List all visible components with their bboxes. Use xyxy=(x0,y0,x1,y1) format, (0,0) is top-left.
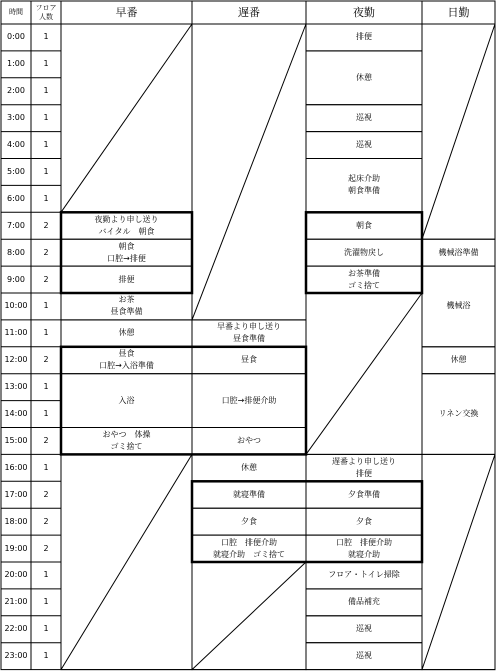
time-cell xyxy=(1,78,31,105)
staff-count: 1 xyxy=(43,570,49,580)
task-text: 口腔→排便 xyxy=(107,253,146,263)
staff-count-cell xyxy=(31,401,61,428)
time-label: 5:00 xyxy=(7,166,25,176)
task-night xyxy=(306,454,422,481)
task-early xyxy=(61,347,192,374)
header-early xyxy=(61,1,192,24)
time-cell xyxy=(1,159,31,186)
task-text: 就寝準備 xyxy=(233,489,265,499)
staff-count: 2 xyxy=(43,247,49,257)
off-duty-diagonal xyxy=(422,454,495,669)
staff-count: 1 xyxy=(43,328,49,338)
staff-count: 1 xyxy=(43,140,49,150)
task-text: ゴミ捨て xyxy=(110,441,143,451)
time-label: 0:00 xyxy=(7,32,25,42)
task-night xyxy=(306,562,422,589)
task-text: 夕食 xyxy=(241,516,257,526)
header-floor-staff xyxy=(31,1,61,24)
time-cell xyxy=(1,105,31,132)
task-text: 昼食 xyxy=(241,355,257,365)
task-day xyxy=(422,374,495,455)
task-day xyxy=(422,239,495,266)
task-text: 休憩 xyxy=(241,462,257,472)
staff-count-cell xyxy=(31,51,61,78)
staff-count-cell xyxy=(31,212,61,239)
staff-count-cell xyxy=(31,320,61,347)
task-early xyxy=(61,266,192,293)
header-day xyxy=(422,1,495,24)
task-night xyxy=(306,616,422,643)
task-text: 朝食 xyxy=(356,220,372,230)
header-floor-staff-line: 人数 xyxy=(39,12,53,21)
header-early-label: 早番 xyxy=(115,5,138,19)
time-cell xyxy=(1,535,31,562)
time-cell xyxy=(1,51,31,78)
task-text: フロア・トイレ掃除 xyxy=(328,570,400,580)
time-label: 18:00 xyxy=(4,516,28,526)
task-text: バイタル 朝食 xyxy=(98,226,155,236)
header-night-label: 夜勤 xyxy=(353,5,375,19)
task-early xyxy=(61,428,192,455)
off-duty-diagonal xyxy=(61,24,192,212)
time-label: 11:00 xyxy=(4,328,28,338)
task-text: 早番より申し送り xyxy=(217,322,281,332)
time-label: 10:00 xyxy=(4,301,28,311)
off-duty-diagonal xyxy=(306,293,422,454)
task-text: 昼食準備 xyxy=(110,307,143,317)
staff-count-cell xyxy=(31,616,61,643)
task-text: 休憩 xyxy=(118,328,135,338)
staff-count: 2 xyxy=(43,355,49,365)
off-duty-diagonal xyxy=(61,454,192,669)
off-duty-diagonal xyxy=(192,24,306,320)
time-label: 1:00 xyxy=(7,59,25,69)
staff-count: 2 xyxy=(43,489,49,499)
staff-count-cell xyxy=(31,428,61,455)
time-cell xyxy=(1,508,31,535)
time-label: 8:00 xyxy=(7,247,25,257)
time-label: 23:00 xyxy=(4,651,28,661)
task-early xyxy=(61,320,192,347)
task-early xyxy=(61,293,192,320)
task-text: 機械浴 xyxy=(446,301,471,311)
staff-count-cell xyxy=(31,374,61,401)
staff-count-cell xyxy=(31,185,61,212)
task-late xyxy=(192,347,306,374)
staff-count: 1 xyxy=(43,301,49,311)
time-cell xyxy=(1,401,31,428)
task-day xyxy=(422,347,495,374)
header-time xyxy=(1,1,31,24)
task-late xyxy=(192,374,306,428)
task-text: 排便 xyxy=(356,32,372,42)
header-day-label: 日勤 xyxy=(447,5,470,19)
task-text: 巡視 xyxy=(356,651,372,661)
time-label: 15:00 xyxy=(4,435,28,445)
time-label: 7:00 xyxy=(7,220,25,230)
staff-count-cell xyxy=(31,589,61,616)
time-cell xyxy=(1,347,31,374)
task-text: 就寝介助 ゴミ捨て xyxy=(213,549,285,559)
task-night xyxy=(306,589,422,616)
task-text: 夕食 xyxy=(356,516,372,526)
header-late-label: 遅番 xyxy=(238,5,260,19)
task-night xyxy=(306,481,422,508)
task-text: お茶 xyxy=(118,295,135,305)
time-label: 13:00 xyxy=(4,382,28,392)
staff-count-cell xyxy=(31,562,61,589)
header-night xyxy=(306,1,422,24)
staff-count: 1 xyxy=(43,166,49,176)
task-day xyxy=(422,266,495,347)
task-text: 口腔→排便介助 xyxy=(221,395,277,405)
task-late xyxy=(192,481,306,508)
staff-count-cell xyxy=(31,239,61,266)
task-text: 機械浴準備 xyxy=(438,247,479,257)
off-duty-diagonal xyxy=(422,24,495,239)
task-night xyxy=(306,643,422,670)
time-cell xyxy=(1,293,31,320)
time-label: 6:00 xyxy=(7,193,25,203)
time-label: 12:00 xyxy=(4,355,28,365)
task-late xyxy=(192,508,306,535)
time-cell xyxy=(1,616,31,643)
staff-count: 1 xyxy=(43,59,49,69)
time-label: 19:00 xyxy=(4,543,28,553)
task-text: 巡視 xyxy=(356,113,372,123)
task-text: 排便 xyxy=(356,468,372,478)
task-text: 口腔→入浴準備 xyxy=(99,361,154,371)
time-label: 20:00 xyxy=(4,570,28,580)
staff-count-cell xyxy=(31,481,61,508)
task-text: おやつ 体操 xyxy=(102,429,151,439)
staff-count: 2 xyxy=(43,543,49,553)
staff-count-cell xyxy=(31,508,61,535)
time-cell xyxy=(1,454,31,481)
task-late xyxy=(192,320,306,347)
time-cell xyxy=(1,212,31,239)
time-label: 22:00 xyxy=(4,624,28,634)
task-night xyxy=(306,535,422,562)
task-text: 巡視 xyxy=(356,140,372,150)
task-early xyxy=(61,212,192,239)
staff-count: 2 xyxy=(43,516,49,526)
time-cell xyxy=(1,132,31,159)
off-duty-diagonal xyxy=(192,562,306,670)
task-text: お茶準備 xyxy=(348,268,380,278)
staff-count: 2 xyxy=(43,220,49,230)
time-label: 4:00 xyxy=(7,140,25,150)
time-label: 17:00 xyxy=(4,489,28,499)
task-night xyxy=(306,212,422,239)
staff-count: 1 xyxy=(43,193,49,203)
time-cell xyxy=(1,266,31,293)
task-text: リネン交換 xyxy=(438,409,479,419)
time-cell xyxy=(1,320,31,347)
time-label: 9:00 xyxy=(7,274,25,284)
task-text: 夜勤より申し送り xyxy=(94,214,159,224)
task-text: ゴミ捨て xyxy=(348,280,380,290)
staff-count: 2 xyxy=(43,435,49,445)
task-night xyxy=(306,508,422,535)
task-text: 昼食準備 xyxy=(233,334,265,344)
time-cell xyxy=(1,589,31,616)
time-label: 3:00 xyxy=(7,113,25,123)
staff-count: 1 xyxy=(43,32,49,42)
task-text: 朝食 xyxy=(118,241,135,251)
task-text: 排便 xyxy=(118,274,135,284)
task-text: 備品補充 xyxy=(348,597,380,607)
header-late xyxy=(192,1,306,24)
task-text: 休憩 xyxy=(450,355,467,365)
time-cell xyxy=(1,374,31,401)
task-text: 夕食準備 xyxy=(348,489,380,499)
task-late xyxy=(192,454,306,481)
task-text: 入浴 xyxy=(118,395,135,405)
staff-count-cell xyxy=(31,24,61,51)
staff-count: 1 xyxy=(43,113,49,123)
time-cell xyxy=(1,24,31,51)
staff-count: 1 xyxy=(43,86,49,96)
time-cell xyxy=(1,643,31,670)
task-text: 口腔 排便介助 xyxy=(336,537,392,547)
time-cell xyxy=(1,428,31,455)
task-text: 朝食準備 xyxy=(348,186,380,196)
staff-count-cell xyxy=(31,643,61,670)
task-text: 休憩 xyxy=(356,72,372,82)
task-night xyxy=(306,132,422,159)
staff-count: 1 xyxy=(43,462,49,472)
header-floor-staff-line: フロア xyxy=(35,3,57,12)
time-label: 2:00 xyxy=(7,86,25,96)
time-label: 16:00 xyxy=(4,462,28,472)
header-time-label: 時間 xyxy=(9,8,23,16)
staff-count: 1 xyxy=(43,597,49,607)
task-text: 巡視 xyxy=(356,624,372,634)
time-cell xyxy=(1,239,31,266)
staff-count-cell xyxy=(31,454,61,481)
time-cell xyxy=(1,562,31,589)
task-night xyxy=(306,159,422,213)
staff-count-cell xyxy=(31,132,61,159)
staff-count: 1 xyxy=(43,409,49,419)
task-text: おやつ xyxy=(237,435,261,445)
time-cell xyxy=(1,481,31,508)
time-label: 21:00 xyxy=(4,597,28,607)
staff-count-cell xyxy=(31,159,61,186)
task-text: 就寝介助 xyxy=(348,549,380,559)
task-night xyxy=(306,24,422,51)
task-text: 起床介助 xyxy=(348,174,380,184)
time-label: 14:00 xyxy=(4,409,28,419)
task-night xyxy=(306,51,422,105)
time-cell xyxy=(1,185,31,212)
task-early xyxy=(61,239,192,266)
staff-count: 1 xyxy=(43,651,49,661)
staff-count-cell xyxy=(31,266,61,293)
task-text: 昼食 xyxy=(118,349,135,359)
task-night xyxy=(306,239,422,266)
task-text: 遅番より申し送り xyxy=(332,456,396,466)
task-late xyxy=(192,535,306,562)
task-early xyxy=(61,374,192,428)
staff-count-cell xyxy=(31,105,61,132)
staff-count: 2 xyxy=(43,274,49,284)
task-night xyxy=(306,105,422,132)
staff-count-cell xyxy=(31,347,61,374)
staff-count-cell xyxy=(31,293,61,320)
staff-count-cell xyxy=(31,78,61,105)
task-night xyxy=(306,266,422,293)
task-text: 洗濯物戻し xyxy=(344,247,384,257)
task-late xyxy=(192,428,306,455)
task-text: 口腔 排便介助 xyxy=(221,537,277,547)
staff-count: 1 xyxy=(43,382,49,392)
staff-count-cell xyxy=(31,535,61,562)
staff-count: 1 xyxy=(43,624,49,634)
